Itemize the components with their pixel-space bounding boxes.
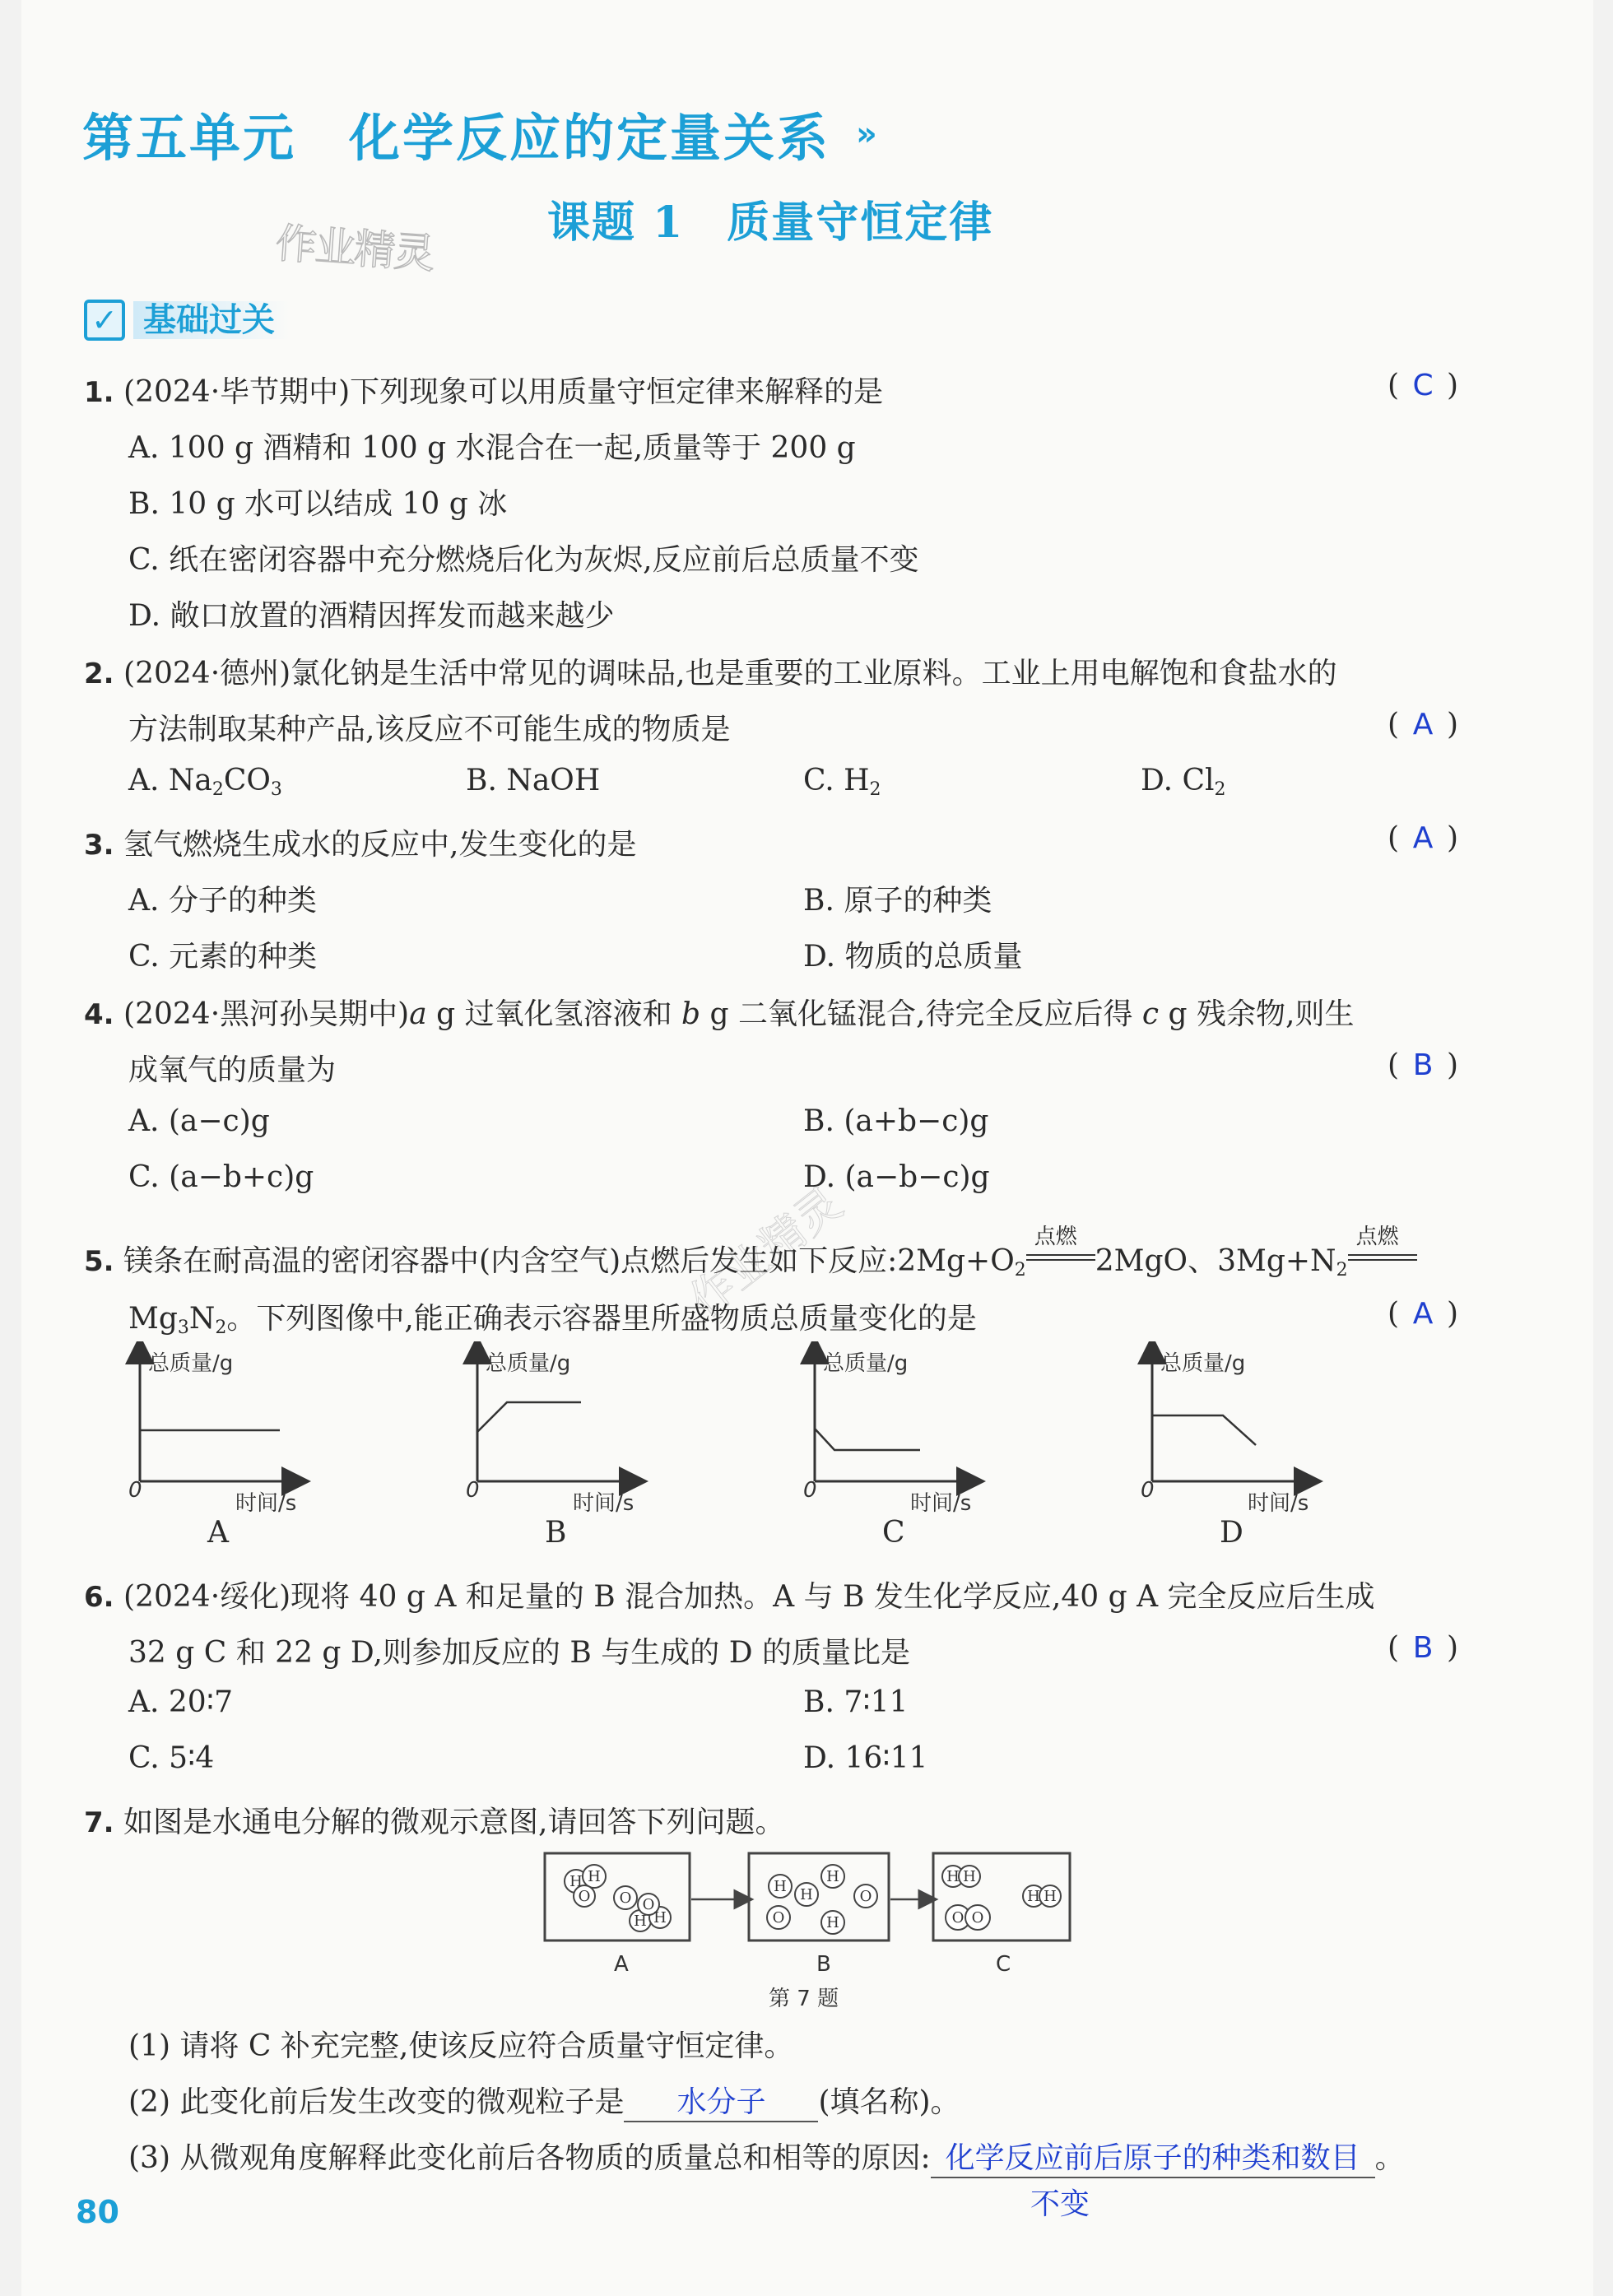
graph-c-origin: 0	[803, 1478, 817, 1503]
graph-a-ylabel: 总质量/g	[148, 1351, 234, 1376]
svg-text:H: H	[800, 1886, 813, 1903]
section-header	[84, 298, 290, 342]
svg-text:O: O	[642, 1896, 655, 1913]
unit-name: 化学反应的定量关系	[349, 108, 831, 168]
q1-text: (2024·毕节期中)下列现象可以用质量守恒定律来解释的是	[123, 375, 884, 409]
q6-option-c: C. 5∶4	[128, 1741, 215, 1775]
watermark-center: 作业精灵	[679, 1177, 852, 1327]
q1-answer: ( C )	[1388, 369, 1459, 402]
svg-text:H: H	[588, 1868, 601, 1885]
q5-text-2: $Mg_3N_2$。下列图像中,能正确表示容器里所盛物质总质量变化的是	[128, 1302, 977, 1338]
graph-d-letter: D	[1220, 1516, 1243, 1550]
graph-b-ylabel: 总质量/g	[486, 1351, 571, 1376]
q6-answer-value: B	[1412, 1631, 1434, 1665]
q6-number: 6.	[84, 1581, 114, 1614]
graph-c-xlabel: 时间/s	[910, 1491, 972, 1516]
q5-answer: ( A )	[1388, 1297, 1459, 1331]
q4-text-2: 成氧气的质量为	[128, 1053, 337, 1087]
graph-b-line	[477, 1402, 581, 1432]
q1-option-a: A. 100 g 酒精和 100 g 水混合在一起,质量等于 200 g	[128, 431, 856, 465]
page-number: 80	[76, 2194, 119, 2230]
q7-number: 7.	[84, 1806, 114, 1839]
svg-text:H: H	[946, 1868, 960, 1885]
q2-stem	[84, 650, 1337, 692]
q2-text-2: 方法制取某种产品,该反应不可能生成的物质是	[128, 713, 731, 746]
q3-number: 3.	[84, 829, 114, 862]
q5-stem: 5. 镁条在耐高温的密闭容器中(内含空气)点燃后发生如下反应$:2Mg+O_2$ 点燃 2MgO、$3Mg+N_2$ 点燃	[84, 1238, 1417, 1280]
q6-answer: ( B )	[1388, 1631, 1459, 1665]
svg-text:O: O	[951, 1909, 965, 1927]
q6-text-2: 32 g C 和 22 g D,则参加反应的 B 与生成的 D 的质量比是	[128, 1636, 911, 1670]
q2-answer-value: A	[1412, 708, 1434, 741]
svg-text:H: H	[653, 1909, 667, 1927]
lesson-label: 课题 1	[547, 198, 685, 248]
q4-answer: ( B )	[1388, 1048, 1459, 1082]
q7-sub3-answer-2: 不变	[1030, 2187, 1090, 2221]
svg-text:O: O	[859, 1888, 872, 1905]
q3-text: 氢气燃烧生成水的反应中,发生变化的是	[123, 828, 637, 862]
q5-number: 5.	[84, 1245, 114, 1278]
q4-number: 4.	[84, 998, 114, 1031]
graph-c-ylabel: 总质量/g	[823, 1351, 909, 1376]
unit-title	[82, 97, 830, 170]
q6-option-a: A. 20∶7	[128, 1685, 233, 1719]
q1-stem	[84, 369, 883, 411]
graph-a-origin: 0	[128, 1478, 142, 1503]
q4-option-a: A. (a−c)g	[128, 1104, 270, 1138]
graph-b-xlabel: 时间/s	[573, 1491, 635, 1516]
box-a-label: A	[614, 1952, 629, 1977]
q4-option-d: D. (a−b−c)g	[803, 1160, 990, 1194]
q1-answer-value: C	[1412, 369, 1434, 402]
svg-text:H: H	[634, 1913, 647, 1930]
q1-option-b: B. 10 g 水可以结成 10 g 冰	[128, 487, 508, 521]
chevron-icon: »	[856, 115, 872, 153]
svg-text:O: O	[772, 1909, 785, 1927]
q2-option-c: C. $H_2$	[803, 764, 881, 800]
graph-b-letter: B	[545, 1516, 567, 1550]
graph-d-xlabel: 时间/s	[1248, 1491, 1309, 1516]
lesson-title	[547, 188, 993, 249]
svg-text:O: O	[578, 1888, 591, 1905]
q1-option-c: C. 纸在密闭容器中充分燃烧后化为灰烬,反应前后总质量不变	[128, 543, 919, 577]
q5-answer-value: A	[1412, 1297, 1434, 1331]
q7-text: 如图是水通电分解的微观示意图,请回答下列问题。	[123, 1806, 785, 1839]
svg-text:H: H	[826, 1914, 839, 1931]
q2-text-1: (2024·德州)氯化钠是生活中常见的调味品,也是重要的工业原料。工业上用电解饱和食盐水的	[123, 657, 1337, 690]
unit-label: 第五单元	[82, 108, 297, 168]
svg-text:O: O	[619, 1889, 632, 1907]
graph-d-ylabel: 总质量/g	[1160, 1351, 1246, 1376]
svg-text:H: H	[569, 1873, 583, 1890]
q7-sub2-answer: 水分子	[624, 2079, 818, 2122]
graph-c-letter: C	[882, 1516, 905, 1550]
svg-text:H: H	[826, 1868, 839, 1885]
q7-diagram	[543, 1847, 1078, 1954]
q7-stem	[84, 1799, 784, 1841]
q7-sub3-answer-1: 化学反应前后原子的种类和数目	[931, 2135, 1375, 2178]
svg-text:H: H	[1044, 1888, 1057, 1905]
svg-text:H: H	[1027, 1888, 1040, 1905]
q3-option-a: A. 分子的种类	[128, 884, 317, 918]
q4-stem: 4. (2024·黑河孙吴期中)a g 过氧化氢溶液和 b g 二氧化锰混合,待完全反应后得 c g 残余物,则生	[84, 997, 1355, 1031]
q4-option-b: B. (a+b−c)g	[803, 1104, 989, 1138]
svg-text:H: H	[963, 1868, 976, 1885]
graph-a-xlabel: 时间/s	[235, 1491, 297, 1516]
q6-text-1: (2024·绥化)现将 40 g A 和足量的 B 混合加热。A 与 B 发生化学反应,40 g A 完全反应后生成	[123, 1580, 1375, 1614]
q1-number: 1.	[84, 376, 114, 409]
section-title: 基础过关	[133, 301, 290, 339]
reaction-condition-1: 点燃	[1026, 1241, 1095, 1271]
graph-b-origin: 0	[466, 1478, 480, 1503]
q7-sub1: (1) 请将 C 补充完整,使该反应符合质量守恒定律。	[128, 2029, 794, 2063]
q3-answer-value: A	[1412, 821, 1434, 855]
graph-c-line	[815, 1429, 920, 1450]
q6-option-b: B. 7∶11	[803, 1685, 909, 1719]
svg-text:O: O	[971, 1909, 984, 1927]
watermark: 作业精灵	[273, 219, 435, 278]
lesson-name: 质量守恒定律	[727, 198, 994, 248]
q3-option-b: B. 原子的种类	[803, 884, 992, 918]
graph-a-letter: A	[207, 1516, 229, 1550]
q2-option-d: D. $Cl_2$	[1141, 764, 1226, 800]
q2-answer: ( A )	[1388, 708, 1459, 741]
q4-option-c: C. (a−b+c)g	[128, 1160, 314, 1194]
box-b-label: B	[816, 1952, 831, 1977]
box-c-label: C	[996, 1952, 1011, 1977]
q6-stem	[84, 1573, 1375, 1615]
q3-answer: ( A )	[1388, 821, 1459, 855]
svg-text:H: H	[774, 1878, 787, 1895]
q3-stem	[84, 821, 636, 863]
q7-sub2: (2) 此变化前后发生改变的微观粒子是 水分子 (填名称)。	[128, 2079, 960, 2122]
q1-option-d: D. 敞口放置的酒精因挥发而越来越少	[128, 599, 615, 633]
q2-option-b: B. NaOH	[466, 764, 601, 797]
q3-option-c: C. 元素的种类	[128, 940, 318, 974]
q6-option-d: D. 16∶11	[803, 1741, 928, 1775]
q7-figure-caption: 第 7 题	[769, 1987, 839, 2011]
q7-sub3: (3) 从微观角度解释此变化前后各物质的质量总和相等的原因: 化学反应前后原子的种类和数目 。	[128, 2135, 1405, 2178]
graph-d-line	[1152, 1415, 1256, 1445]
reaction-condition-2: 点燃	[1348, 1241, 1417, 1271]
checkbox-icon: ✓	[84, 300, 125, 341]
q3-option-d: D. 物质的总质量	[803, 940, 1023, 974]
q4-answer-value: B	[1412, 1048, 1434, 1082]
graph-d-origin: 0	[1141, 1478, 1155, 1503]
q2-number: 2.	[84, 658, 114, 690]
q2-option-a: A. $Na_2CO_3$	[128, 764, 282, 800]
